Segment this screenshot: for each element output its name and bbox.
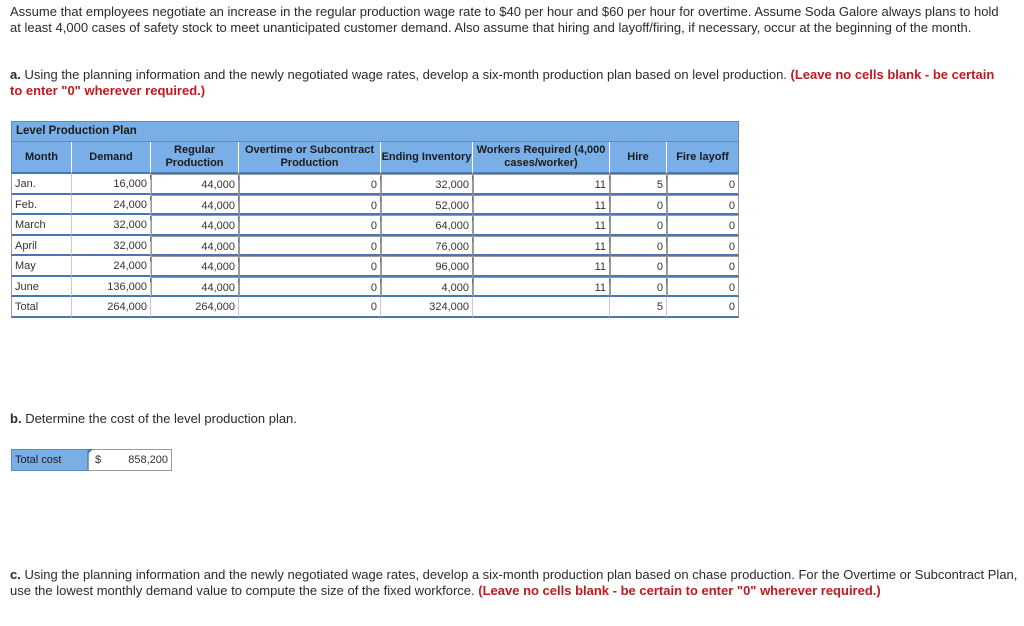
cell-value: 0 (370, 220, 377, 232)
cell-ending-inventory[interactable] (381, 256, 473, 277)
header-fire-layoff: Fire layoff (667, 142, 739, 174)
cell-value: 44,000 (201, 220, 235, 232)
cell-ending-inventory[interactable] (381, 174, 473, 195)
header-month: Month (11, 142, 72, 174)
cell-value: 324,000 (429, 301, 469, 313)
cell-value: 24,000 (113, 260, 147, 272)
part-c-text: Using the planning information and the newly negotiated wage rates, develop a six-month production plan based on chase production. For the Overtime or Subcontract Plan, use the lowest monthly demand value to compute the size of the fixed workforce. (10, 567, 1018, 598)
cell-value: 0 (728, 199, 735, 212)
total-cost-row (11, 449, 172, 471)
cell-value: 44,000 (201, 281, 235, 294)
table-title: Level Production Plan (11, 121, 739, 142)
input-flag-icon (88, 449, 93, 454)
row-month-label (11, 277, 72, 298)
cell-value: 5 (656, 301, 663, 313)
header-hire: Hire (610, 142, 667, 174)
cell-overtime-production[interactable] (239, 215, 381, 236)
cell-hire (610, 297, 667, 318)
cell-ending-inventory (381, 297, 473, 318)
cell-value: 52,000 (435, 199, 469, 212)
cell-value: Total (15, 301, 39, 313)
cell-value: 4,000 (441, 281, 469, 294)
cell-value: 32,000 (113, 219, 147, 231)
cell-hire[interactable] (610, 195, 667, 216)
cell-value: 44,000 (201, 240, 235, 253)
header-demand: Demand (72, 142, 151, 174)
cell-workers-required (473, 297, 610, 318)
cell-demand (72, 256, 151, 277)
cell-value: March (15, 219, 46, 231)
cell-ending-inventory[interactable] (381, 277, 473, 298)
cell-regular-production[interactable] (151, 256, 239, 277)
row-month-label (11, 297, 72, 318)
total-cost-value: 858,200 (128, 454, 168, 466)
cell-value: June (15, 280, 39, 293)
part-c-note: (Leave no cells blank - be certain to enter "0" wherever required.) (478, 583, 881, 598)
cell-hire[interactable] (610, 174, 667, 195)
part-b-text: Determine the cost of the level production plan. (25, 411, 297, 426)
cell-value: 0 (370, 179, 377, 191)
cell-hire[interactable] (610, 277, 667, 298)
cell-value: 0 (728, 301, 735, 313)
table-grid (11, 142, 739, 318)
header-overtime-production: Overtime or Subcontract Production (239, 142, 381, 174)
cell-value: 11 (594, 281, 606, 294)
cell-value: 0 (656, 281, 663, 294)
cell-value: 0 (370, 240, 377, 253)
cell-value: 0 (656, 261, 663, 273)
part-b-label: b. (10, 411, 22, 426)
cell-fire-layoff[interactable] (667, 215, 739, 236)
cell-ending-inventory[interactable] (381, 215, 473, 236)
currency-symbol: $ (95, 454, 102, 466)
cell-regular-production[interactable] (151, 215, 239, 236)
cell-value: 0 (370, 301, 377, 313)
cell-workers-required[interactable] (473, 215, 610, 236)
cell-value: 0 (728, 220, 735, 232)
cell-overtime-production[interactable] (239, 236, 381, 257)
cell-workers-required[interactable] (473, 195, 610, 216)
row-month-label (11, 256, 72, 277)
cell-value: 0 (370, 261, 377, 273)
cell-regular-production[interactable] (151, 174, 239, 195)
cell-hire[interactable] (610, 256, 667, 277)
part-a-text: Using the planning information and the newly negotiated wage rates, develop a six-month production plan based on level production. (24, 67, 787, 82)
cell-overtime-production[interactable] (239, 277, 381, 298)
total-cost-input[interactable] (88, 449, 172, 471)
cell-value: 32,000 (113, 239, 147, 252)
cell-demand (72, 195, 151, 216)
cell-demand (72, 174, 151, 195)
header-workers-required: Workers Required (4,000 cases/worker) (473, 142, 610, 174)
cell-workers-required[interactable] (473, 236, 610, 257)
cell-value: 24,000 (113, 198, 147, 211)
cell-fire-layoff[interactable] (667, 277, 739, 298)
cell-overtime-production[interactable] (239, 195, 381, 216)
cell-value: 11 (594, 240, 606, 253)
cell-value: 16,000 (113, 178, 147, 190)
intro-text: Assume that employees negotiate an increase in the regular production wage rate to $40 per hour and $60 per hour for overtime. Assume Soda Galore always plans to hold at least 4,000 cases of safety stock to meet unanticipated customer demand. Also assume that hiring and layoff/firing, if necessary, occur at the beginning of the month. (10, 4, 999, 35)
cell-demand (72, 236, 151, 257)
cell-value: 0 (370, 199, 377, 212)
cell-demand (72, 277, 151, 298)
level-production-table (11, 121, 739, 318)
cell-regular-production (151, 297, 239, 318)
cell-value: 32,000 (435, 179, 469, 191)
cell-overtime-production[interactable] (239, 256, 381, 277)
cell-value: 0 (728, 179, 735, 191)
row-month-label (11, 215, 72, 236)
cell-value: 11 (594, 179, 606, 191)
part-c-label: c. (10, 567, 21, 582)
cell-value: April (15, 239, 38, 252)
cell-ending-inventory[interactable] (381, 236, 473, 257)
cell-value: 11 (594, 199, 606, 212)
cell-value: Feb. (15, 198, 38, 211)
cell-fire-layoff[interactable] (667, 236, 739, 257)
cell-hire[interactable] (610, 215, 667, 236)
cell-value: Jan. (15, 178, 36, 190)
cell-value: 264,000 (195, 301, 235, 313)
total-cost-label: Total cost (11, 449, 88, 471)
cell-value: 0 (728, 281, 735, 294)
cell-value: 76,000 (435, 240, 469, 253)
cell-value: 11 (594, 220, 606, 232)
part-c-prompt (10, 567, 1020, 599)
cell-workers-required[interactable] (473, 277, 610, 298)
cell-regular-production[interactable] (151, 195, 239, 216)
cell-workers-required[interactable] (473, 256, 610, 277)
cell-value: 0 (728, 261, 735, 273)
cell-value: 136,000 (107, 280, 147, 293)
cell-fire-layoff (667, 297, 739, 318)
cell-fire-layoff[interactable] (667, 256, 739, 277)
cell-fire-layoff[interactable] (667, 195, 739, 216)
cell-value: 44,000 (201, 179, 235, 191)
cell-workers-required[interactable] (473, 174, 610, 195)
cell-value: 0 (370, 281, 377, 294)
part-a-note: (Leave no cells blank - be certain to enter "0" wherever required.) (10, 67, 995, 98)
header-regular-production: Regular Production (151, 142, 239, 174)
cell-value: 0 (656, 220, 663, 232)
cell-value: 64,000 (435, 220, 469, 232)
cell-demand (72, 297, 151, 318)
row-month-label (11, 174, 72, 195)
cell-demand (72, 215, 151, 236)
cell-value: 5 (656, 179, 663, 191)
cell-value: 44,000 (201, 261, 235, 273)
cell-regular-production[interactable] (151, 277, 239, 298)
header-ending-inventory: Ending Inventory (381, 142, 473, 174)
cell-overtime-production[interactable] (239, 174, 381, 195)
row-month-label (11, 195, 72, 216)
cell-value: 0 (728, 240, 735, 253)
cell-value: 0 (656, 240, 663, 253)
part-a-prompt (10, 67, 1010, 99)
cell-value: 11 (594, 261, 606, 273)
row-month-label (11, 236, 72, 257)
cell-value: 96,000 (435, 261, 469, 273)
cell-ending-inventory[interactable] (381, 195, 473, 216)
cell-regular-production[interactable] (151, 236, 239, 257)
cell-value: 44,000 (201, 199, 235, 212)
cell-value: 0 (656, 199, 663, 212)
cell-value: May (15, 260, 36, 272)
part-b-prompt (10, 411, 297, 427)
cell-overtime-production (239, 297, 381, 318)
cell-value: 264,000 (107, 301, 147, 313)
cell-hire[interactable] (610, 236, 667, 257)
part-a-label: a. (10, 67, 21, 82)
cell-fire-layoff[interactable] (667, 174, 739, 195)
